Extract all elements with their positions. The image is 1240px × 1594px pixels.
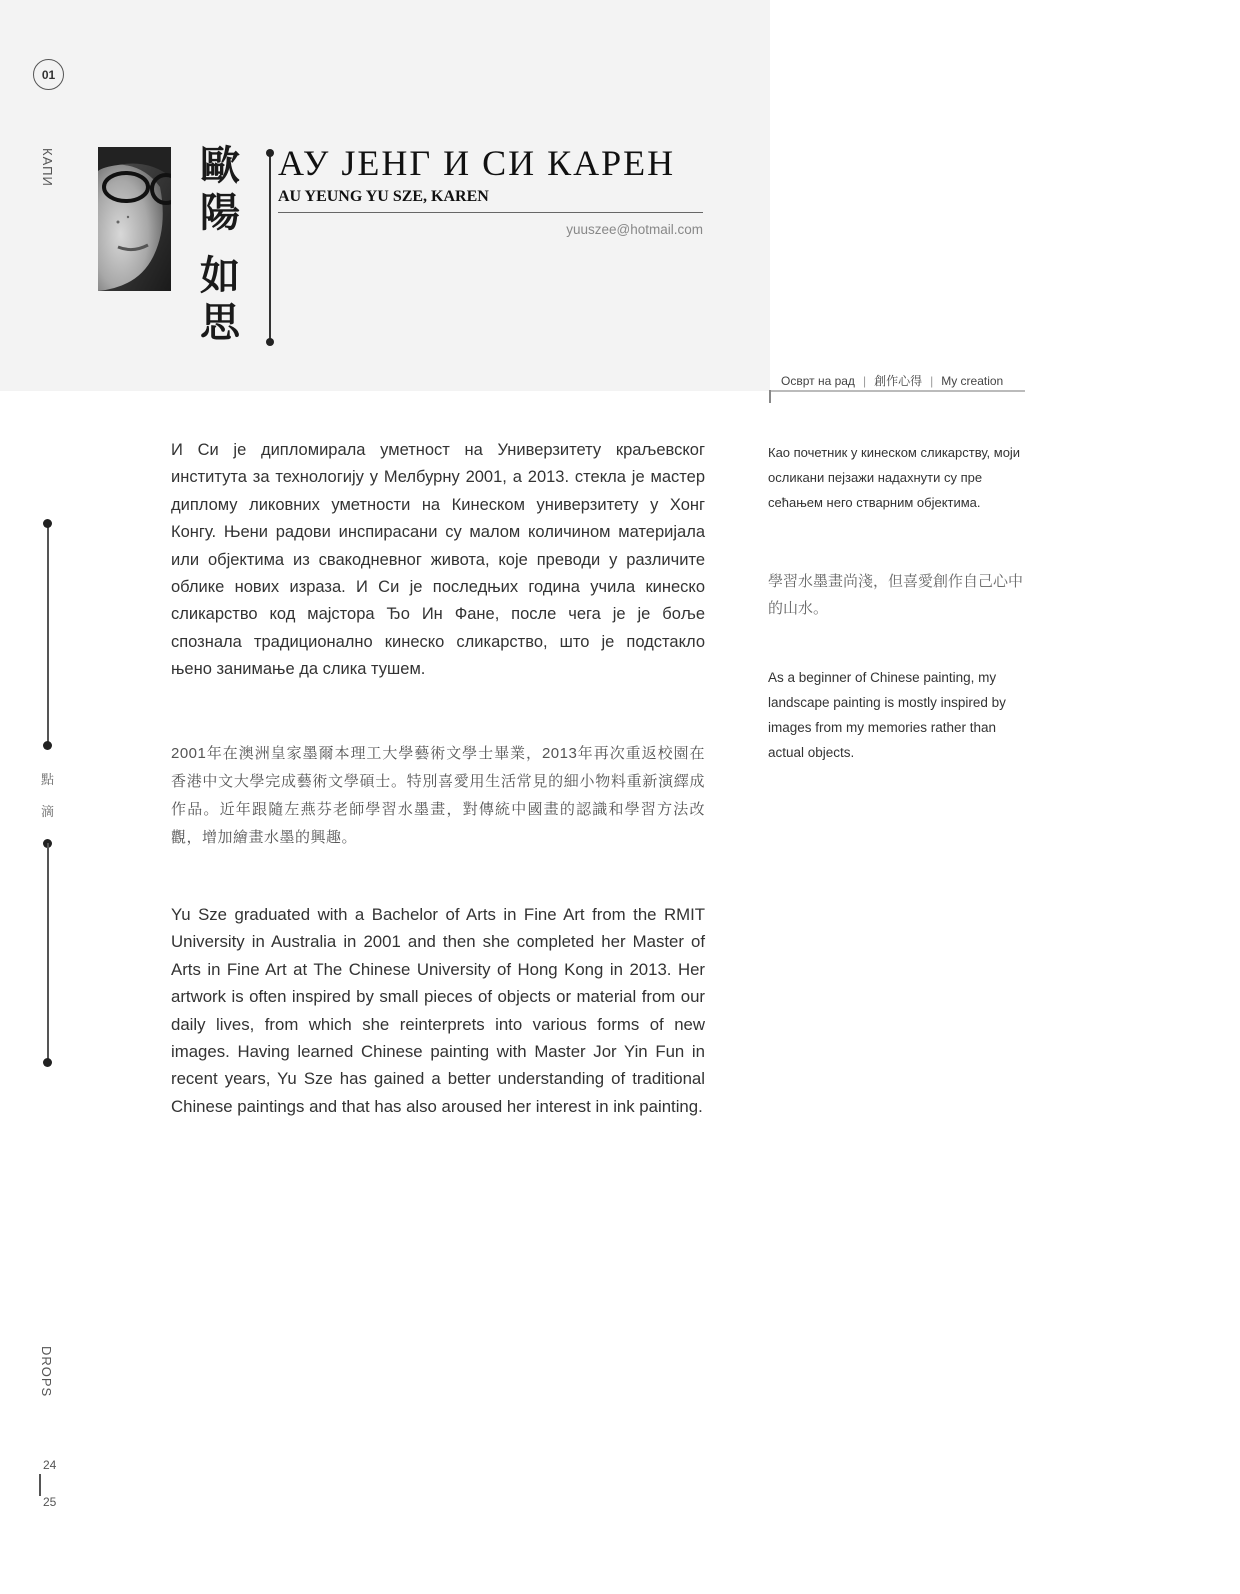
portrait-image <box>98 147 171 291</box>
folio-bottom: 25 <box>43 1495 57 1509</box>
tab-my-creation: My creation <box>941 374 1004 388</box>
portrait-photo <box>98 147 171 291</box>
bio-english: Yu Sze graduated with a Bachelor of Arts in Fine Art from the RMIT University in Australia in 2001 and then she completed her Master of Arts in Fine Art at The Chinese University of Hong Kong in 2013. Her artwork is often inspired by small pieces of objects or material from our daily lives, from which she reinterprets into various forms of new images. Having learned Chinese painting with Master Jor Yin Fun in recent years, Yu Sze has gained a better understanding of traditional Chinese paintings and that has also aroused her interest in ink painting. <box>171 905 705 1116</box>
creation-chinese: 學習水墨畫尚淺，但喜愛創作自己心中的山水。 <box>768 573 1024 617</box>
rule-top-dot <box>266 149 274 157</box>
folio-top: 24 <box>43 1458 57 1472</box>
tab-separator: | <box>862 374 867 388</box>
section-tabs <box>781 372 1003 389</box>
artist-name-cyrillic: АУ ЈЕНГ И СИ КАРЕН <box>278 143 676 183</box>
tab-creation-zh: 創作心得 <box>874 374 923 388</box>
timeline-char: 點 <box>41 772 55 787</box>
timeline-dot <box>43 1058 52 1067</box>
tab-review: Осврт на рад <box>781 374 855 388</box>
artist-name-latin: AU YEUNG YU SZE, KAREN <box>278 188 489 205</box>
timeline-line-bottom <box>47 843 49 1062</box>
folio-divider <box>39 1474 41 1496</box>
rule-bottom-dot <box>266 338 274 346</box>
timeline-dot <box>43 519 52 528</box>
chinese-name-char: 如 <box>200 252 240 299</box>
tabs-underline <box>770 390 1025 392</box>
artist-email[interactable]: yuuszee@hotmail.com <box>566 222 703 237</box>
chinese-name-char: 陽 <box>200 189 240 236</box>
timeline-line-top <box>47 523 49 745</box>
bio-chinese: 2001年在澳洲皇家墨爾本理工大學藝術文學士畢業，2013年再次重返校園在香港中文大學完成藝術文學碩士。特別喜愛用生活常見的細小物料重新演繹成作品。近年跟隨左燕芬老師學習水墨畫，對傳統中國畫的認識和學習方法改觀，增加繪畫水墨的興趣。 <box>171 745 705 846</box>
timeline-dot <box>43 741 52 750</box>
name-divider <box>278 212 703 213</box>
creation-english: As a beginner of Chinese painting, my landscape painting is mostly inspired by images from my memories rather than actual objects. <box>768 670 1006 760</box>
tabs-corner-tick <box>769 390 771 403</box>
page-number-badge: 01 <box>33 59 64 90</box>
chinese-name <box>200 142 246 346</box>
name-gap <box>200 236 246 252</box>
timeline-char: 滴 <box>41 804 55 819</box>
creation-serbian: Као почетник у кинеском сликарству, моји осликани пејзажи надахнути су пре сећањем него стварним објектима. <box>768 445 1021 510</box>
bottom-label: DROPS <box>39 1346 54 1398</box>
section-label: КАПИ <box>40 148 55 187</box>
tab-separator: | <box>930 374 934 388</box>
bio-serbian: И Си је дипломирала уметност на Универзитету краљевског института за технологију у Мелбурну 2001, а 2013. стекла је мастер диплому ликовних уметности на Кинеском универзитету у Хонг Конгу. Њени радови инспирасани су малом количином материјала или објектима из свакодневног живота, које преводи у различите облике нових израза. И Си је последњих година учила кинеско сликарство код мајстора Ђо Ин Фане, после чега је је боље спознала традиционално кинеско сликарство, што је подстакло њено занимање да слика тушем. <box>171 441 705 679</box>
chinese-name-char: 歐 <box>200 142 240 189</box>
chinese-name-char: 思 <box>200 299 240 346</box>
name-vertical-rule <box>269 153 271 341</box>
